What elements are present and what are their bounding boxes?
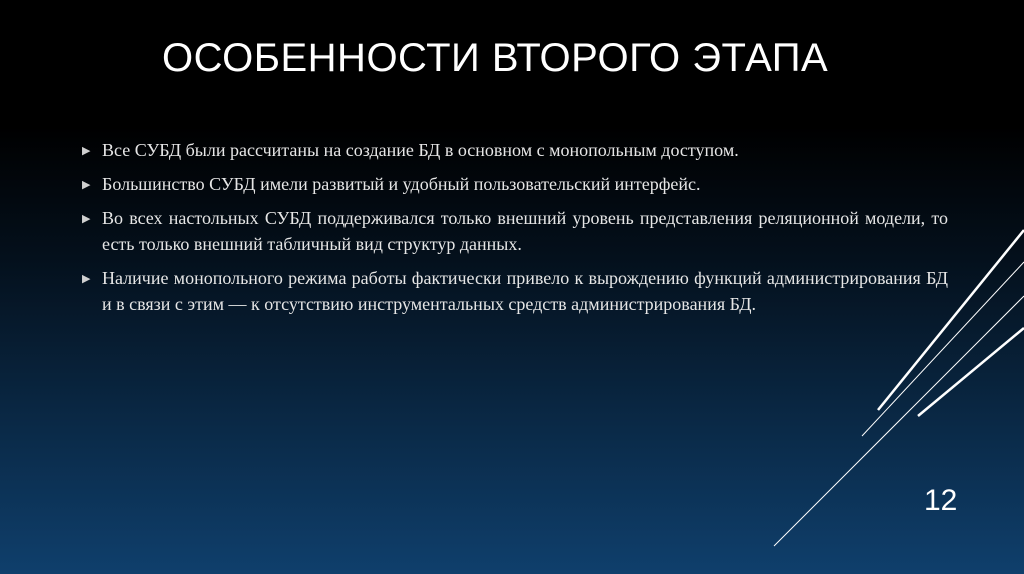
triangle-right-icon: ▶ — [82, 272, 91, 285]
diagonal-line — [878, 230, 1024, 410]
page-number: 12 — [924, 484, 958, 517]
slide-title: ОСОБЕННОСТИ ВТОРОГО ЭТАПА — [162, 36, 829, 80]
bullet-text: Наличие монопольного режима работы фактически привело к вырождению функций администрирования БД и в связи с этим — к отсутствию инструментальных средств администрирования БД. — [102, 268, 948, 314]
bullet-text: Во всех настольных СУБД поддерживался только внешний уровень представления реляционной модели, то есть только внешний табличный вид структур данных. — [102, 208, 948, 254]
triangle-right-icon: ▶ — [82, 144, 91, 157]
diagonal-line — [774, 296, 1024, 546]
triangle-right-icon: ▶ — [82, 178, 91, 191]
bullet-text: Все СУБД были рассчитаны на создание БД в основном с монопольным доступом. — [102, 140, 739, 160]
triangle-right-icon: ▶ — [82, 212, 91, 225]
bullet-text: Большинство СУБД имели развитый и удобный пользовательский интерфейс. — [102, 174, 701, 194]
